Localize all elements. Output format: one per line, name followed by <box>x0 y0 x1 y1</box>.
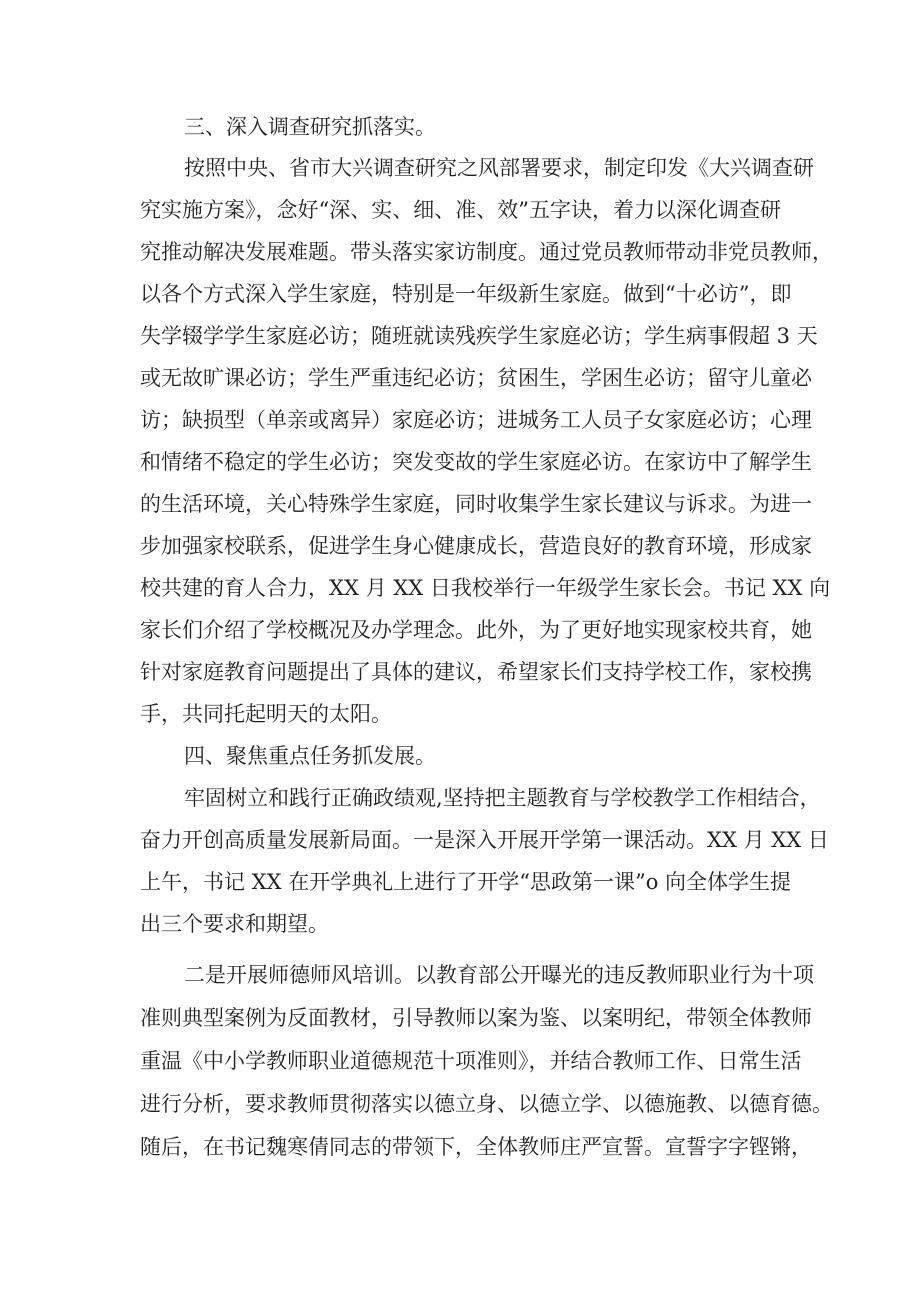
paragraph-line: 出三个要求和期望。 <box>140 912 329 936</box>
paragraph-line: 步加强家校联系，促进学生身心健康成长，营造良好的教育环境，形成家 <box>140 534 812 558</box>
paragraph-line: 以各个方式深入学生家庭，特别是一年级新生家庭。做到“十必访”，即 <box>140 282 792 306</box>
paragraph-line: 进行分析，要求教师贯彻落实以德立身、以德立学、以德施教、以德育德。 <box>140 1092 833 1116</box>
paragraph-line: 究推动解决发展难题。带头落实家访制度。通过党员教师带动非党员教师， <box>140 240 833 264</box>
paragraph-line: 上午，书记 XX 在开学典礼上进行了开学“思政第一课”o 向全体学生提 <box>140 870 792 894</box>
paragraph-line: 牢固树立和践行正确政绩观,坚持把主题教育与学校教学工作相结合， <box>184 786 821 810</box>
paragraph-line: 和情绪不稳定的学生必访；突发变故的学生家庭必访。在家访中了解学生 <box>140 450 812 474</box>
section-heading-4: 四、聚焦重点任务抓发展。 <box>184 744 436 768</box>
paragraph-line: 重温《中小学教师职业道德规范十项准则》，并结合教师工作、日常生活 <box>140 1049 802 1073</box>
paragraph-line: 的生活环境，关心特殊学生家庭，同时收集学生家长建议与诉求。为进一 <box>140 492 812 516</box>
paragraph-line: 失学辍学学生家庭必访；随班就读残疾学生家庭必访；学生病事假超 3 天 <box>140 324 818 348</box>
paragraph-line: 或无故旷课必访；学生严重违纪必访；贫困生，学困生必访；留守儿童必 <box>140 366 812 390</box>
paragraph-line: 针对家庭教育问题提出了具体的建议，希望家长们支持学校工作，家校携 <box>140 660 812 684</box>
paragraph-line: 奋力开创高质量发展新局面。一是深入开展开学第一课活动。XX 月 XX 日 <box>140 828 829 852</box>
paragraph-line: 按照中央、省市大兴调查研究之风部署要求，制定印发《大兴调查研 <box>184 156 814 180</box>
paragraph-line: 家长们介绍了学校概况及办学理念。此外，为了更好地实现家校共育，她 <box>140 618 812 642</box>
paragraph-line: 究实施方案》，念好“深、实、细、准、效”五字诀，着力以深化调查研 <box>140 198 781 222</box>
paragraph-line: 校共建的育人合力，XX 月 XX 日我校举行一年级学生家长会。书记 XX 向 <box>140 576 831 600</box>
section-heading-3: 三、深入调查研究抓落实。 <box>184 115 436 139</box>
paragraph-line: 二是开展师德师风培训。以教育部公开曝光的违反教师职业行为十项 <box>184 963 814 987</box>
paragraph-line: 准则典型案例为反面教材，引导教师以案为鉴、以案明纪，带领全体教师 <box>140 1006 812 1030</box>
paragraph-line: 随后，在书记魏寒倩同志的带领下，全体教师庄严宣誓。宣誓字字铿锵， <box>140 1135 812 1159</box>
paragraph-line: 手，共同托起明天的太阳。 <box>140 702 392 726</box>
paragraph-line: 访；缺损型（单亲或离异）家庭必访；进城务工人员子女家庭必访；心理 <box>140 408 812 432</box>
